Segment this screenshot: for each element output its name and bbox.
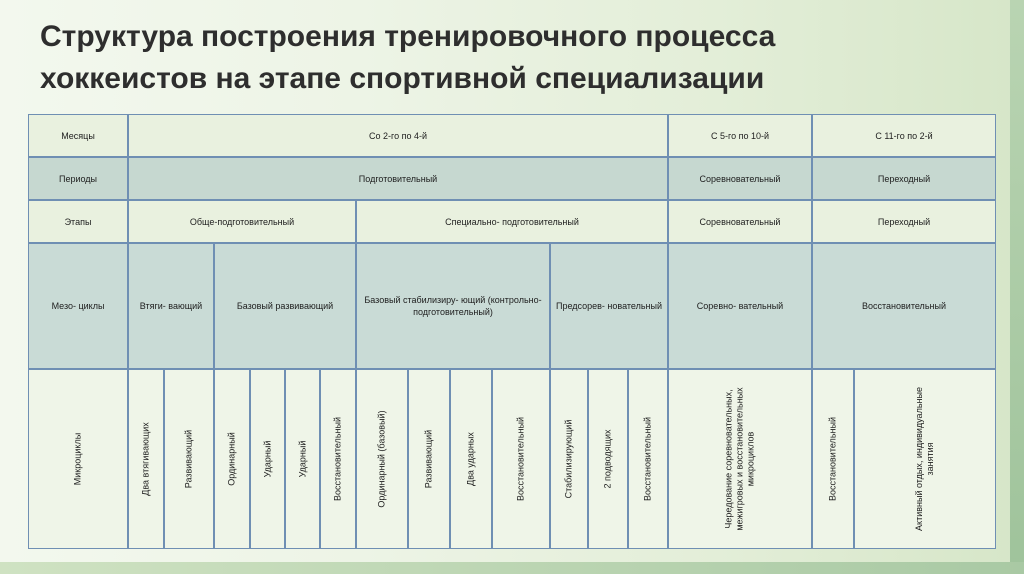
micro-cell: [408, 369, 450, 549]
micro-label: Восстановительный: [827, 417, 838, 501]
micro-label: Два ударных: [465, 432, 476, 486]
micro-cell: [550, 369, 588, 549]
micro-label: Ординарный: [226, 432, 237, 486]
micro-label: Восстановительный: [332, 417, 343, 501]
micro-label: Активный отдых, индивидуальные занятия: [914, 387, 935, 531]
period-transition: Переходный: [812, 157, 996, 200]
title-line-1: Структура построения тренировочного процесса: [40, 20, 776, 53]
micro-cell: [492, 369, 550, 549]
meso-precompetitive: Предсорев- новательный: [550, 243, 668, 369]
meso-drawing-in: Втяги- вающий: [128, 243, 214, 369]
micro-label: Восстановительный: [515, 417, 526, 501]
micro-cell: [250, 369, 285, 549]
micro-cell: [128, 369, 164, 549]
title-line-2: хоккеистов на этапе спортивной специализации: [40, 62, 765, 95]
micro-cell: [854, 369, 996, 549]
meso-basic-stabilizing: Базовый стабилизиру- ющий (контрольно- подготовительный): [356, 243, 550, 369]
micro-cell: [812, 369, 854, 549]
meso-basic-developing: Базовый развивающий: [214, 243, 356, 369]
microcycles-label: Микроциклы: [72, 432, 83, 486]
micro-label: Восстановительный: [642, 417, 653, 501]
micro-cell: [628, 369, 668, 549]
stage-special: Специально- подготовительный: [356, 200, 668, 243]
micro-cell: [588, 369, 628, 549]
micro-label: Чередование соревновательных, межигровых и восстановительных микроциклов: [723, 387, 756, 531]
micro-label: Ординарный (базовый): [376, 410, 387, 508]
slide-edge-right: [1010, 0, 1024, 574]
micro-cell: [450, 369, 492, 549]
micro-cell: [668, 369, 812, 549]
micro-label: Ударный: [262, 440, 272, 478]
months-cell-2: С 5-го по 10-й: [668, 114, 812, 157]
row-label-periods: Периоды: [28, 157, 128, 200]
row-label-mesocycles: Мезо- циклы: [28, 243, 128, 369]
row-label-months: Месяцы: [28, 114, 128, 157]
micro-cell: [214, 369, 250, 549]
meso-recovery: Восстановительный: [812, 243, 996, 369]
micro-label: 2 подводящих: [602, 429, 613, 489]
micro-label: Два втягивающих: [140, 422, 151, 496]
row-label-microcycles: [28, 369, 128, 549]
micro-label: Развивающий: [423, 429, 434, 489]
stage-general: Обще-подготовительный: [128, 200, 356, 243]
period-competitive: Соревновательный: [668, 157, 812, 200]
micro-label: Ударный: [297, 440, 307, 478]
stage-competitive: Соревновательный: [668, 200, 812, 243]
stage-transition: Переходный: [812, 200, 996, 243]
months-cell-1: Со 2-го по 4-й: [128, 114, 668, 157]
micro-cell: [285, 369, 320, 549]
micro-label: Стабилизирующий: [563, 419, 574, 499]
slide-edge-bottom: [0, 562, 1024, 574]
micro-label: Развивающий: [183, 429, 194, 489]
months-cell-3: С 11-го по 2-й: [812, 114, 996, 157]
slide-title: [40, 16, 1000, 100]
period-preparatory: Подготовительный: [128, 157, 668, 200]
micro-cell: [356, 369, 408, 549]
row-label-stages: Этапы: [28, 200, 128, 243]
meso-competitive: Соревно- вательный: [668, 243, 812, 369]
micro-cell: [164, 369, 214, 549]
micro-cell: [320, 369, 356, 549]
